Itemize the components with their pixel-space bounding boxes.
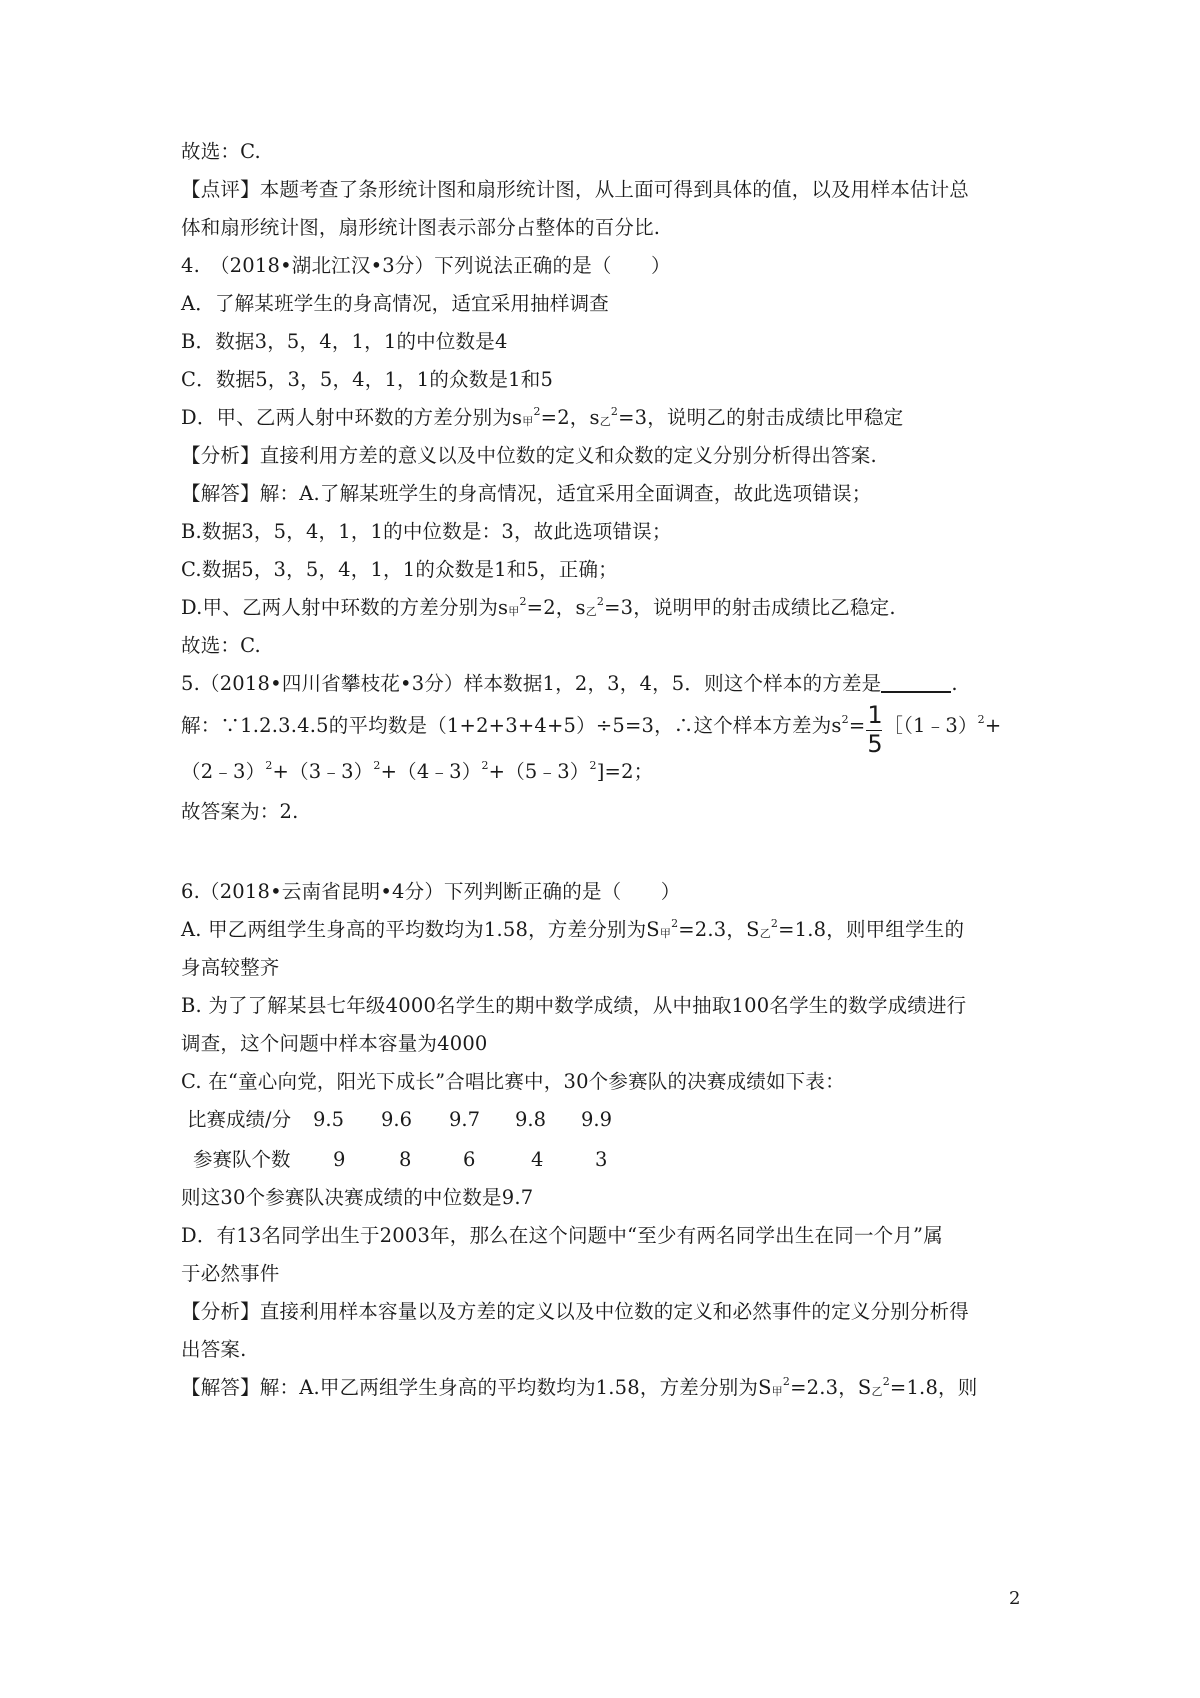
analysis: 【分析】直接利用方差的意义以及中位数的定义和众数的定义分别分析得出答案. — [181, 444, 877, 467]
solution-5: 解：∵1.2.3.4.5的平均数是（1+2+3+4+5）÷5=3，∴这个样本方差为$s^2=$ $\frac{1}{5}$ ［（1﹣3）$^2$+ — [181, 701, 1002, 758]
option-a: A．了解某班学生的身高情况，适宜采用抽样调查 — [181, 292, 609, 315]
option-d: D．甲、乙两人射中环数的方差分别为$s_甲^2=2$，$s_乙^2=3$，说明乙的射击成绩比甲稳定 — [181, 405, 904, 429]
option-c: C．数据5，3，5，4，1，1的众数是1和5 — [181, 368, 554, 391]
text-line: 【点评】本题考查了条形统计图和扇形统计图，从上面可得到具体的值，以及用样本估计总 — [181, 178, 970, 201]
fraction: $\frac{1}{5}$ — [867, 701, 883, 758]
solution-line: B.数据3，5，4，1，1的中位数是：3，故此选项错误； — [181, 520, 672, 543]
question-5-title: 5.（2018•四川省攀枝花•3分）样本数据1，2，3，4，5．则这个样本的方差是 . — [181, 672, 958, 695]
answer-blank — [881, 673, 951, 693]
option-c-cont: 则这30个参赛队决赛成绩的中位数是9.7 — [181, 1186, 534, 1209]
option-a-cont: 身高较整齐 — [181, 956, 280, 979]
analysis-cont: 出答案. — [181, 1338, 247, 1361]
answer-line: 故答案为：2. — [181, 800, 299, 823]
solution: 【解答】解：A.了解某班学生的身高情况，适宜采用全面调查，故此选项错误； — [181, 482, 872, 505]
question-6-title: 6.（2018•云南省昆明•4分）下列判断正确的是（ ） — [181, 880, 681, 903]
solution-line: D.甲、乙两人射中环数的方差分别为$s_甲^2=2$，$s_乙^2=3$，说明甲的射击成绩比乙稳定. — [181, 595, 896, 619]
option-b-cont: 调查，这个问题中样本容量为4000 — [181, 1032, 488, 1055]
analysis: 【分析】直接利用样本容量以及方差的定义以及中位数的定义和必然事件的定义分别分析得 — [181, 1300, 970, 1323]
solution: 【解答】解：A.甲乙两组学生身高的平均数均为1.58，方差分别为$S_甲^2=2.3$，$S_乙^2=1.8$，则 — [181, 1375, 978, 1399]
option-b: B．数据3，5，4，1，1的中位数是4 — [181, 330, 508, 353]
option-d: D．有13名同学出生于2003年，那么在这个问题中“至少有两名同学出生在同一个月”属 — [181, 1224, 943, 1247]
page-number: 2 — [1009, 1588, 1021, 1609]
option-c: C. 在“童心向党，阳光下成长”合唱比赛中，30个参赛队的决赛成绩如下表： — [181, 1070, 845, 1093]
option-b: B. 为了了解某县七年级4000名学生的期中数学成绩，从中抽取100名学生的数学成绩进行 — [181, 994, 967, 1017]
text-line: 体和扇形统计图，扇形统计图表示部分占整体的百分比. — [181, 216, 661, 239]
text-line: 故选：C. — [181, 140, 261, 163]
option-a: A. 甲乙两组学生身高的平均数均为1.58，方差分别为$S_甲^2=2.3$，$S_乙^2=1.8$，则甲组学生的 — [181, 917, 965, 941]
solution-5-cont: （2﹣3）$^2$+（3﹣3）$^2$+（4﹣3）$^2$+（5﹣3）$^2$]=2； — [181, 759, 654, 783]
solution-line: C.数据5，3，5，4，1，1的众数是1和5，正确； — [181, 558, 618, 581]
option-d-cont: 于必然事件 — [181, 1262, 280, 1285]
question-4-title: 4. （2018•湖北江汉•3分）下列说法正确的是（ ） — [181, 254, 671, 277]
answer-line: 故选：C. — [181, 634, 261, 657]
